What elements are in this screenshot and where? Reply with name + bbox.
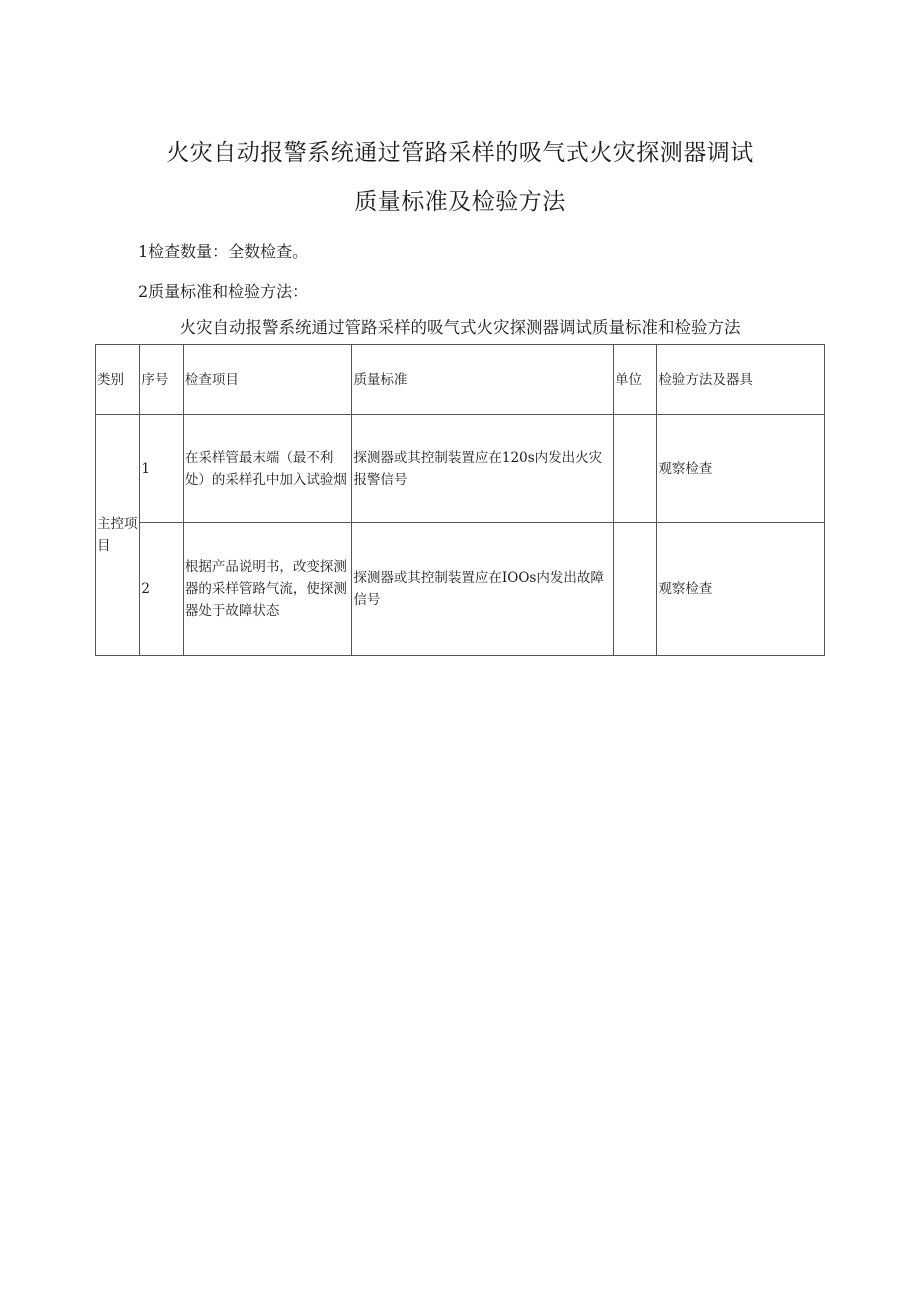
header-unit: 单位	[613, 345, 656, 415]
header-item: 检查项目	[183, 345, 352, 415]
row-number: 2	[140, 523, 183, 656]
header-method: 检验方法及器具	[657, 345, 825, 415]
document-title-line-2: 质量标准及检验方法	[354, 189, 566, 215]
table-caption: 火灾自动报警系统通过管路采样的吸气式火灾探测器调试质量标准和检验方法	[179, 318, 741, 337]
row-unit	[613, 523, 656, 656]
quality-standard-paragraph: 2质量标准和检验方法：	[138, 282, 309, 301]
header-standard: 质量标准	[352, 345, 614, 415]
row-standard: 探测器或其控制装置应在IOOs内发出故障信号	[352, 523, 614, 656]
table-header-row	[96, 345, 825, 415]
header-number: 序号	[140, 345, 183, 415]
row-method: 观察检查	[657, 415, 825, 523]
row-unit	[613, 415, 656, 523]
row-item: 根据产品说明书，改变探测器的采样管路气流，使探测器处于故障状态	[183, 523, 352, 656]
row-method: 观察检查	[657, 523, 825, 656]
document-title-line-1: 火灾自动报警系统通过管路采样的吸气式火灾探测器调试	[166, 140, 754, 166]
inspection-quantity-paragraph: 1检查数量：全数检查。	[138, 242, 309, 261]
table-row	[96, 523, 825, 656]
table-row	[96, 415, 825, 523]
row-standard: 探测器或其控制装置应在120s内发出火灾报警信号	[352, 415, 614, 523]
category-cell: 主控项目	[96, 415, 140, 656]
row-number: 1	[140, 415, 183, 523]
quality-standard-table	[95, 344, 825, 656]
header-category: 类别	[96, 345, 140, 415]
row-item: 在采样管最末端（最不利处）的采样孔中加入试验烟	[183, 415, 352, 523]
